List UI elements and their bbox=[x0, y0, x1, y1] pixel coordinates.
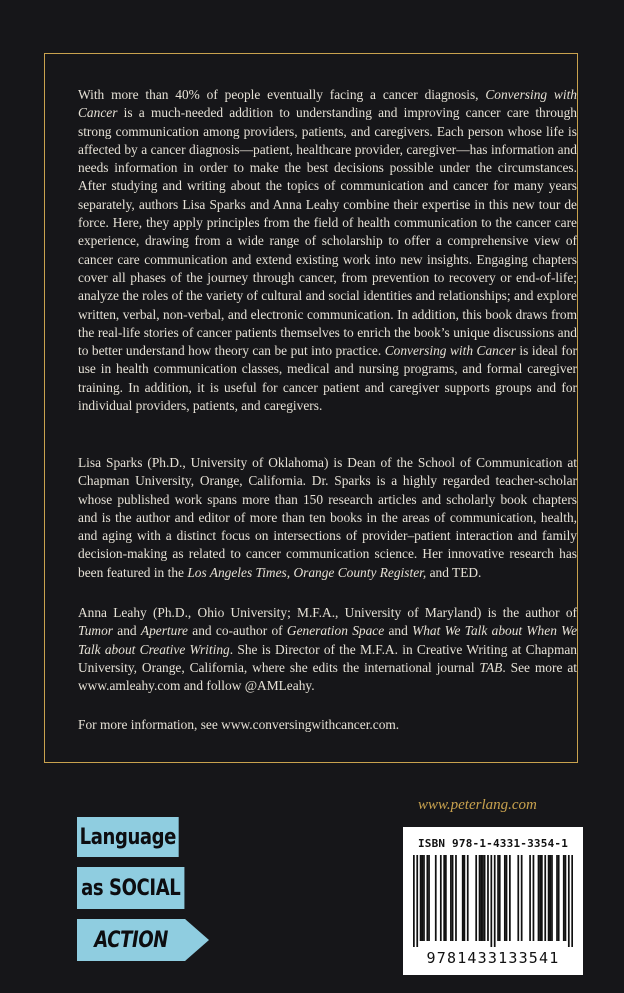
barcode-bar bbox=[568, 855, 570, 947]
author-bio-leahy bbox=[78, 604, 577, 695]
bio-leahy-text-4: and bbox=[384, 623, 413, 639]
barcode-bar bbox=[420, 855, 422, 941]
publisher-website: www.peterlang.com bbox=[418, 797, 537, 813]
blurb-text-3: is ideal for use in health communication classes, medical and nursing programs, and formal caregiver training. In addition, it is useful for cancer patient and caregiver supports groups and for individual providers, patients, and caregivers. bbox=[78, 343, 577, 414]
barcode-bar bbox=[490, 855, 492, 947]
barcode-bar bbox=[455, 855, 457, 941]
barcode-bar bbox=[497, 855, 499, 941]
bio-leahy-book-2: Aperture bbox=[140, 623, 188, 639]
blurb-book-title: Conversing with Cancer bbox=[78, 87, 577, 121]
barcode-bar bbox=[517, 855, 519, 941]
barcode-bar bbox=[499, 855, 501, 941]
barcode-bar bbox=[479, 855, 481, 941]
barcode-bar bbox=[464, 855, 466, 941]
barcode-bar bbox=[475, 855, 477, 941]
barcode-bar bbox=[521, 855, 523, 941]
series-line-2: as SOCIAL bbox=[77, 867, 184, 909]
bio-leahy-text-3: and co-author of bbox=[188, 623, 287, 639]
barcode-bar bbox=[558, 855, 560, 941]
barcode-bar bbox=[509, 855, 511, 941]
barcode-bar bbox=[450, 855, 452, 941]
isbn-label: ISBN 978-1-4331-3354-1 bbox=[417, 837, 569, 850]
barcode-bar bbox=[529, 855, 531, 941]
isbn-barcode bbox=[403, 827, 583, 975]
barcode-bar bbox=[504, 855, 506, 941]
barcode-bar bbox=[484, 855, 486, 941]
barcode-bar bbox=[541, 855, 543, 941]
barcode-bar bbox=[548, 855, 550, 941]
barcode-bar bbox=[506, 855, 508, 941]
barcode-bar bbox=[533, 855, 535, 941]
barcode-bar bbox=[445, 855, 447, 941]
blurb-book-title-2: Conversing with Cancer bbox=[384, 343, 516, 359]
barcode-bar bbox=[549, 855, 551, 941]
book-description bbox=[78, 86, 577, 415]
bio-leahy-text-6: . See more at www.amleahy.com and follow @AMLeahy. bbox=[78, 659, 577, 694]
barcode-bar bbox=[480, 855, 482, 941]
barcode-bar bbox=[482, 855, 484, 941]
barcode-bar bbox=[428, 855, 430, 941]
barcode-bars bbox=[413, 855, 573, 947]
author-bio-sparks bbox=[78, 454, 577, 582]
barcode-digits: 9781433133541 bbox=[426, 949, 560, 967]
barcode-bar bbox=[443, 855, 445, 941]
barcode-bar bbox=[544, 855, 546, 941]
barcode-bar bbox=[571, 855, 573, 947]
barcode-bar bbox=[467, 855, 469, 941]
bio-leahy-book-1: Tumor bbox=[78, 623, 113, 639]
barcode-bar bbox=[423, 855, 425, 941]
more-info-text: For more information, see www.conversingwithcancer.com. bbox=[78, 717, 400, 732]
bio-sparks-publications: Los Angeles Times, Orange County Register, bbox=[187, 564, 427, 580]
bio-leahy-book-4: What We Talk about When We Talk about Creative Writing bbox=[78, 623, 578, 657]
bio-leahy-text-1: Anna Leahy (Ph.D., Ohio University; M.F.A., University of Maryland) is the author of bbox=[78, 605, 577, 620]
barcode-bar bbox=[413, 855, 415, 947]
barcode-bar bbox=[452, 855, 454, 941]
blurb-text-1: With more than 40% of people eventually facing a cancer diagnosis, bbox=[78, 87, 486, 102]
barcode-bar bbox=[563, 855, 565, 941]
series-line-1: Language bbox=[77, 817, 179, 857]
bio-leahy-book-3: Generation Space bbox=[286, 623, 385, 639]
series-arrow-icon bbox=[185, 919, 209, 961]
barcode-bar bbox=[426, 855, 428, 941]
barcode-bar bbox=[462, 855, 464, 941]
bio-leahy-text-5: . She is Director of the M.F.A. in Creative Writing at Chapman University, Orange, California, where she edits the international journal bbox=[78, 641, 577, 675]
bio-sparks-text: Lisa Sparks (Ph.D., University of Oklahoma) is Dean of the School of Communication at Chapman University, Orange, California. Dr. Sparks is a highly regarded teacher-scholar whose published work spans more than 150 research articles and scholarly book chapters and is the author and editor of more than ten books in the areas of communication, health, and aging with a distinct focus on intersections of provider–patient interaction and family decision-making as related to cancer communication science. Her innovative research has been featured in the bbox=[78, 455, 577, 580]
blurb-text-2: is a much-needed addition to understanding and improving cancer care through strong communication among providers, patients, and caregivers. Each person whose life is affected by a cancer diagnosis—patient, healthcare provider, caregiver—has information and needs information in order to make the best decisions possible under the circumstances. After studying and writing about the topics of communication and cancer for many years separately, authors Lisa Sparks and Anna Leahy combine their expertise in this new tour de force. Here, they apply principles from the field of health communication to the cancer care experience, drawing from a wide range of scholarship to offer a comprehensive view of cancer care communication and extend existing work into new insights. Engaging chapters cover all phases of the journey through cancer, from prevention to recovery or end-of-life; analyze the roles of the variety of cultural and social identities and relationships; and explore written, verbal, non-verbal, and electronic communication. In addition, this book draws from the real-life stories of cancer patients themselves to enrich the book’s unique discussions and to better understand how theory can be put into practice. bbox=[78, 105, 577, 359]
barcode-bar bbox=[440, 855, 442, 941]
bio-leahy-journal: TAB bbox=[479, 659, 503, 675]
series-line-3: ACTION bbox=[77, 919, 185, 961]
barcode-bar bbox=[539, 855, 541, 941]
bio-sparks-end: and TED. bbox=[426, 564, 482, 580]
barcode-bar bbox=[538, 855, 540, 941]
barcode-bar bbox=[494, 855, 496, 947]
barcode-bar bbox=[421, 855, 423, 941]
barcode-bar bbox=[487, 855, 489, 941]
barcode-bar bbox=[565, 855, 567, 941]
barcode-bar bbox=[416, 855, 418, 947]
barcode-bar bbox=[551, 855, 553, 941]
barcode-bar bbox=[435, 855, 437, 941]
bio-leahy-text-2: and bbox=[112, 623, 141, 639]
barcode-bar bbox=[556, 855, 558, 941]
